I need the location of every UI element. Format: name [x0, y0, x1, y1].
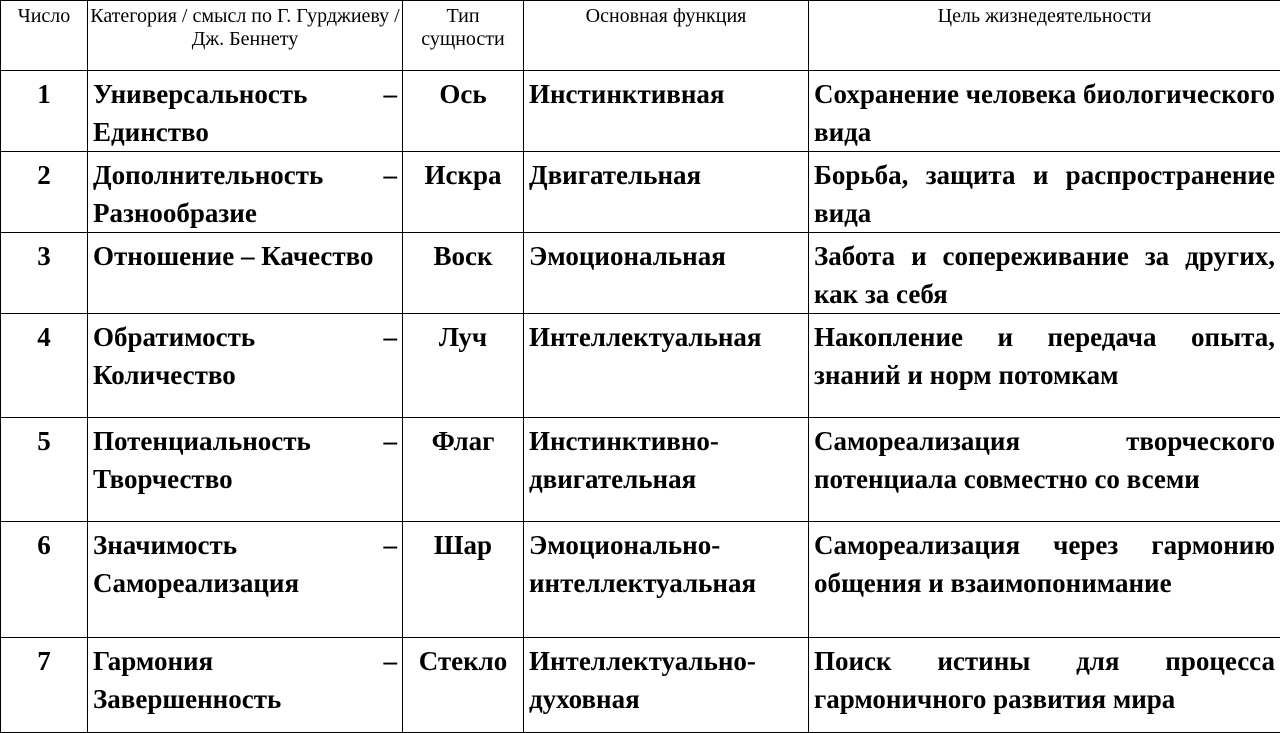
table-row: [1, 233, 1280, 314]
row-life-goal: Забота и сопереживание за других, как за себя: [809, 233, 1280, 314]
row-entity-type: Луч: [403, 314, 524, 418]
row-category: Значимость – Самореализация: [88, 522, 403, 638]
header-category: Категория / смысл по Г. Гурджиеву /Дж. Беннету: [88, 1, 403, 71]
row-main-function: Эмоциональная: [524, 233, 809, 314]
row-number: 3: [1, 233, 88, 314]
row-entity-type: Флаг: [403, 418, 524, 522]
row-life-goal: Сохранение человека биологического вида: [809, 71, 1280, 152]
row-category: Гармония – Завершенность: [88, 638, 403, 733]
row-number: 6: [1, 522, 88, 638]
row-category: Дополнительность – Разнообразие: [88, 152, 403, 233]
row-life-goal: Самореализация творческого потенциала совместно со всеми: [809, 418, 1280, 522]
row-life-goal: Накопление и передача опыта, знаний и норм потомкам: [809, 314, 1280, 418]
table-row: [1, 152, 1280, 233]
row-entity-type: Ось: [403, 71, 524, 152]
table-row: [1, 418, 1280, 522]
header-entity-type: Тип сущности: [403, 1, 524, 71]
row-number: 4: [1, 314, 88, 418]
row-main-function: Инстинктивно-двигательная: [524, 418, 809, 522]
table-row: [1, 522, 1280, 638]
row-main-function: Двигательная: [524, 152, 809, 233]
table-row: [1, 71, 1280, 152]
table-row: [1, 638, 1280, 733]
table-row: [1, 314, 1280, 418]
header-main-function: Основная функция: [524, 1, 809, 71]
row-number: 2: [1, 152, 88, 233]
row-number: 5: [1, 418, 88, 522]
row-category: Отношение – Качество: [88, 233, 403, 314]
row-category: Универсальность – Единство: [88, 71, 403, 152]
header-life-goal: Цель жизнедеятельности: [809, 1, 1280, 71]
table-header-row: [1, 1, 1280, 71]
row-number: 1: [1, 71, 88, 152]
row-main-function: Интеллектуально-духовная: [524, 638, 809, 733]
row-main-function: Инстинктивная: [524, 71, 809, 152]
row-entity-type: Стекло: [403, 638, 524, 733]
row-entity-type: Шар: [403, 522, 524, 638]
row-life-goal: Самореализация через гармонию общения и взаимопонимание: [809, 522, 1280, 638]
header-number: Число: [1, 1, 88, 71]
row-life-goal: Борьба, защита и распространение вида: [809, 152, 1280, 233]
row-category: Потенциальность – Творчество: [88, 418, 403, 522]
row-life-goal: Поиск истины для процесса гармоничного развития мира: [809, 638, 1280, 733]
row-number: 7: [1, 638, 88, 733]
row-main-function: Интеллектуальная: [524, 314, 809, 418]
row-main-function: Эмоционально-интеллектуальная: [524, 522, 809, 638]
row-category: Обратимость – Количество: [88, 314, 403, 418]
row-entity-type: Искра: [403, 152, 524, 233]
row-entity-type: Воск: [403, 233, 524, 314]
